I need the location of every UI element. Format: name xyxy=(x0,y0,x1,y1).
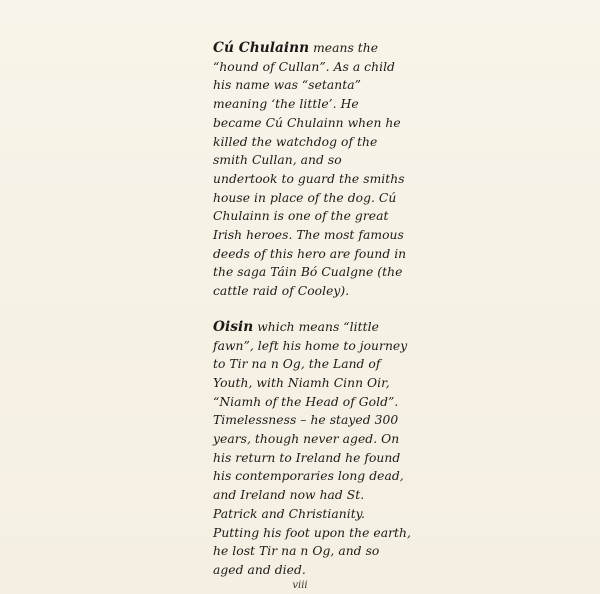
text-line: his contemporaries long dead, xyxy=(213,469,404,484)
text-line: “Niamh of the Head of Gold”. xyxy=(213,394,399,409)
text-line: to Tir na n Og, the Land of xyxy=(213,357,381,372)
text-line: Timelessness – he stayed 300 xyxy=(213,413,399,428)
text-line: Putting his foot upon the earth, xyxy=(213,525,411,540)
text-column xyxy=(213,39,411,580)
text-line: he lost Tir na n Og, and so xyxy=(213,544,380,559)
text-line: Irish heroes. The most famous xyxy=(213,228,404,243)
text-line: and Ireland now had St. xyxy=(213,488,365,503)
paragraph-oisin xyxy=(213,318,411,580)
text-line: undertook to guard the smiths xyxy=(213,171,405,186)
paragraph-cu-chulainn xyxy=(213,39,407,301)
text-line: killed the watchdog of the xyxy=(213,134,378,149)
text-line: his return to Ireland he found xyxy=(213,450,401,465)
text-line: Patrick and Christianity. xyxy=(213,506,366,521)
text-line: years, though never aged. On xyxy=(213,432,400,447)
line-text: which means “little xyxy=(253,319,379,334)
text-line: deeds of this hero are found in xyxy=(213,246,407,261)
entry-name: Oisin xyxy=(213,318,254,335)
text-line: fawn”, left his home to journey xyxy=(213,338,408,353)
text-line xyxy=(213,39,378,58)
text-line: the saga Táin Bó Cualgne (the xyxy=(213,265,403,280)
page-number: viii xyxy=(292,580,308,591)
line-text: means the xyxy=(309,41,379,55)
text-line xyxy=(213,318,378,337)
text-line: Youth, with Niamh Cinn Oir, xyxy=(213,375,390,390)
text-line: his name was “setanta” xyxy=(213,78,361,93)
text-line: “hound of Cullan”. As a child xyxy=(213,59,395,74)
text-line: house in place of the dog. Cú xyxy=(213,190,397,205)
text-line: smith Cullan, and so xyxy=(213,153,342,168)
text-line: meaning ‘the little’. He xyxy=(213,97,359,112)
text-line: became Cú Chulainn when he xyxy=(213,115,401,130)
text-line: aged and died. xyxy=(213,562,306,577)
text-line: Chulainn is one of the great xyxy=(213,209,389,224)
text-line: cattle raid of Cooley). xyxy=(213,284,350,299)
entry-name: Cú Chulainn xyxy=(213,40,310,56)
